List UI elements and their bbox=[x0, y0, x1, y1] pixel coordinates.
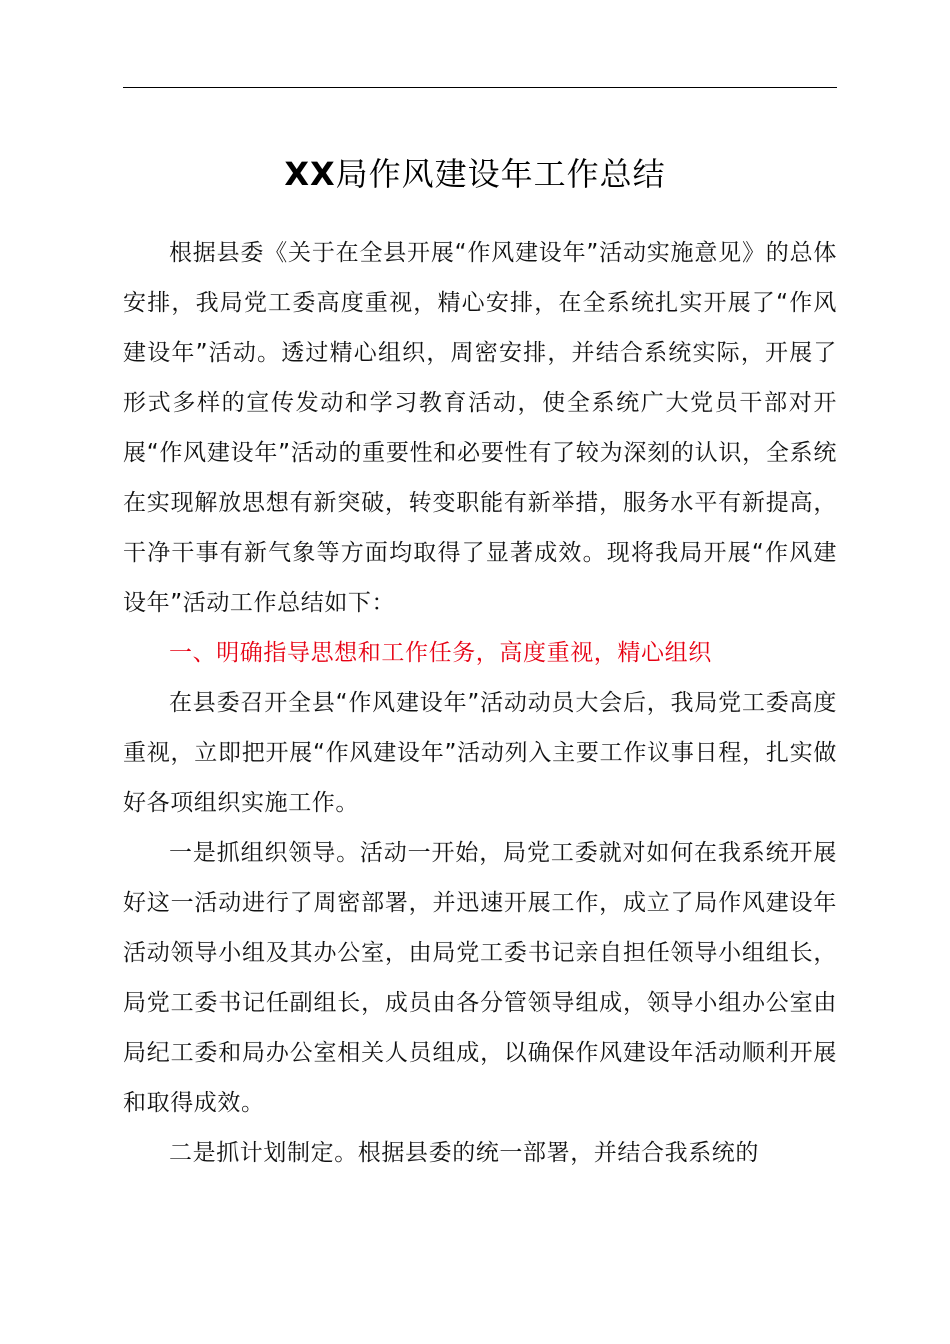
paragraph-plan-making: 二是抓计划制定。根据县委的统一部署，并结合我系统的 bbox=[169, 1140, 759, 1166]
paragraph-intro: 根据县委《关于在全县开展“作风建设年”活动实施意见》的总体安排，我局党工委高度重视，精心安排，在全系统扎实开展了“作风建设年”活动。透过精心组织，周密安排，并结合系统实际，开展了形式多样的宣传发动和学习教育活动，使全系统广大党员干部对开展“作风建设年”活动的重要性和必要性有了较为深刻的认识，全系统在实现解放思想有新突破，转变职能有新举措，服务水平有新提高，干净干事有新气象等方面均取得了显著成效。现将我局开展“作风建设年”活动工作总结如下： bbox=[123, 240, 837, 616]
paragraph-organization-leadership: 一是抓组织领导。活动一开始，局党工委就对如何在我系统开展好这一活动进行了周密部署，并迅速开展工作，成立了局作风建设年活动领导小组及其办公室，由局党工委书记亲自担任领导小组组长，局党工委书记任副组长，成员由各分管领导组成，领导小组办公室由局纪工委和局办公室相关人员组成，以确保作风建设年活动顺利开展和取得成效。 bbox=[123, 840, 837, 1116]
title-prefix: XX bbox=[284, 155, 336, 193]
header-rule bbox=[123, 87, 837, 88]
paragraph-section-1-intro: 在县委召开全县“作风建设年”活动动员大会后，我局党工委高度重视，立即把开展“作风建设年”活动列入主要工作议事日程，扎实做好各项组织实施工作。 bbox=[123, 690, 837, 816]
section-heading-1: 一、明确指导思想和工作任务，高度重视，精心组织 bbox=[169, 640, 712, 666]
document-title bbox=[0, 150, 950, 198]
title-text: 局作风建设年工作总结 bbox=[335, 155, 666, 193]
document-body bbox=[123, 228, 837, 1178]
